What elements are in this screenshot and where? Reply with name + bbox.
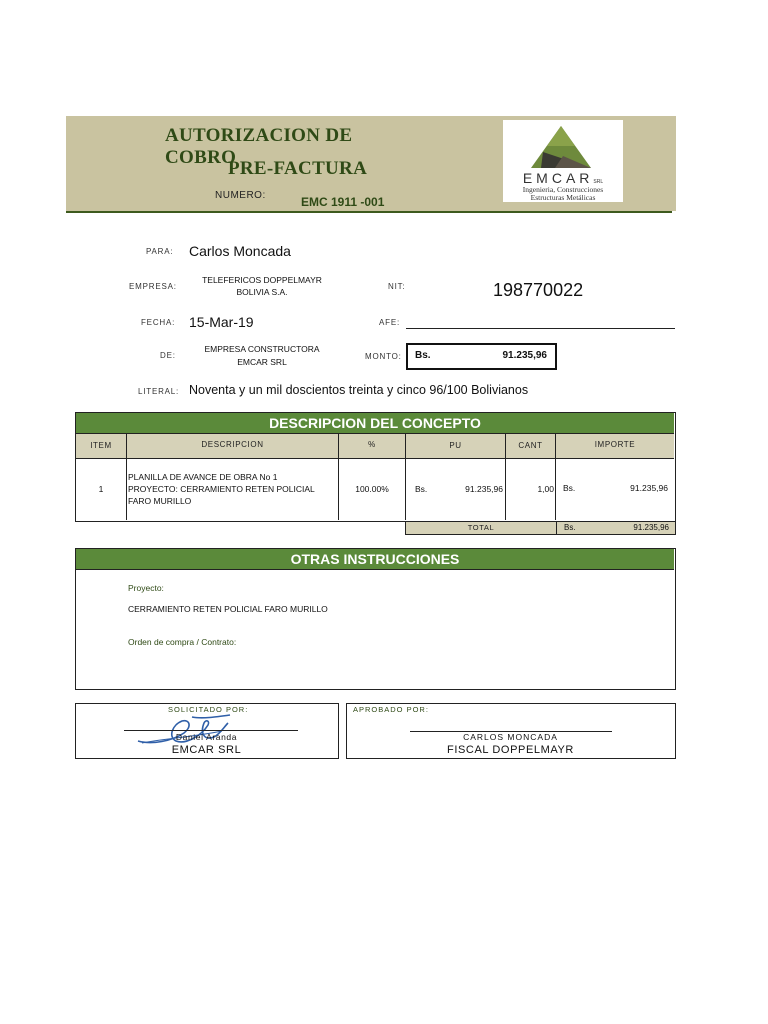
company-logo [503,120,623,202]
monto-currency: Bs. [415,350,431,361]
nit-label: NIT: [388,282,406,291]
proyecto-value: CERRAMIENTO RETEN POLICIAL FARO MURILLO [128,604,328,614]
col-descripcion-header: DESCRIPCION [127,434,339,458]
row-importe-value: 91.235,96 [630,483,668,493]
para-label: PARA: [146,247,174,256]
orden-label: Orden de compra / Contrato: [128,637,237,647]
row-cant: 1,00 [506,459,556,520]
solicitado-label: SOLICITADO POR: [168,705,249,714]
proyecto-label: Proyecto: [128,583,164,593]
logo-line2: Estructuras Metálicas [530,193,596,202]
de-label: DE: [160,351,176,360]
fecha-value: 15-Mar-19 [189,314,254,330]
monto-label: MONTO: [365,352,402,361]
row-percent: 100.00% [339,459,406,520]
numero-label: NUMERO: [215,190,266,201]
fecha-label: FECHA: [141,318,176,327]
document-title: AUTORIZACION DE COBRO [165,125,353,168]
instrucciones-box [75,548,676,690]
concepto-header-row [76,433,674,459]
total-divider [556,522,557,534]
total-label: TOTAL [467,523,495,532]
col-percent-header: % [339,434,406,458]
header-divider [66,211,672,213]
row-pu [406,459,506,520]
de-value [195,343,329,369]
empresa-label: EMPRESA: [129,282,177,291]
total-row [405,521,676,535]
afe-label: AFE: [379,318,400,327]
concepto-table [75,412,676,522]
numero-value: EMC 1911 -001 [301,195,385,209]
table-row [76,459,674,520]
empresa-value [195,274,329,298]
row-importe-currency: Bs. [563,483,576,493]
col-item-header: ITEM [76,434,127,458]
afe-line [406,328,675,329]
col-importe-header: IMPORTE [594,440,636,449]
concepto-title: DESCRIPCION DEL CONCEPTO [76,413,674,433]
col-pu-header: PU [406,434,506,458]
row-desc-line2: PROYECTO: CERRAMIENTO RETEN POLICIAL [128,484,315,494]
solicitado-sign-line [124,730,298,731]
solicitado-name: Daniel Aranda [175,732,238,742]
logo-suffix: SRL [593,179,604,185]
solicitado-org: EMCAR SRL [171,744,242,756]
aprobado-box [346,703,676,759]
para-value: Carlos Moncada [189,243,291,259]
nit-value: 198770022 [493,280,584,300]
literal-label: LITERAL: [138,387,180,396]
row-pu-value: 91.235,96 [465,484,503,494]
aprobado-org: FISCAL DOPPELMAYR [447,744,574,756]
row-desc-line3: FARO MURILLO [128,496,192,506]
de-value-line1: EMPRESA CONSTRUCTORA [204,344,320,354]
logo-line1: Ingenieria, Construcciones [522,185,604,194]
aprobado-name: CARLOS MONCADA [463,732,558,742]
literal-value: Noventa y un mil doscientos treinta y cinco 96/100 Bolivianos [189,383,529,397]
row-item: 1 [76,459,127,520]
instrucciones-title: OTRAS INSTRUCCIONES [76,549,674,569]
aprobado-label: APROBADO POR: [353,705,429,714]
empresa-value-line2: BOLIVIA S.A. [236,287,288,297]
total-currency: Bs. [564,523,576,532]
empresa-value-line1: TELEFERICOS DOPPELMAYR [202,275,322,285]
instrucciones-divider [76,569,674,570]
monto-value: 91.235,96 [502,350,547,361]
row-pu-currency: Bs. [415,484,428,494]
total-value: 91.235,96 [633,523,669,532]
row-descripcion [127,459,339,520]
solicitado-box [75,703,339,759]
de-value-line2: EMCAR SRL [237,357,287,367]
logo-brand [509,170,617,186]
col-cant-header: CANT [506,434,556,458]
row-desc-line1: PLANILLA DE AVANCE DE OBRA No 1 [128,472,278,482]
row-importe [556,459,674,520]
monto-box [406,343,557,370]
logo-brand-text: EMCAR [522,170,594,186]
document-subtitle: PRE-FACTURA [228,158,368,179]
